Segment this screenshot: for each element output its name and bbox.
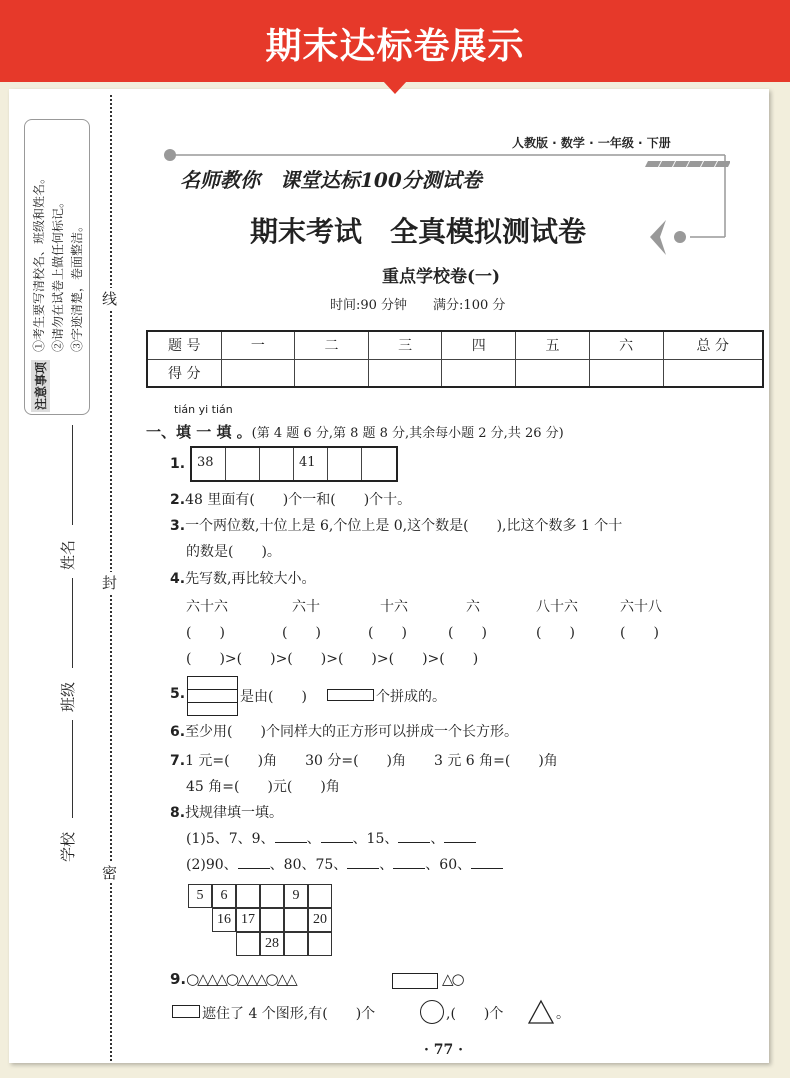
- score-row-label: 得 分: [147, 359, 221, 387]
- blank[interactable]: [275, 831, 307, 843]
- score-header-row: [147, 331, 763, 359]
- question-2: 2.48 里面有( )个一和( )个十。: [170, 492, 412, 508]
- circle-icon: [420, 1000, 444, 1024]
- grid-cell: 5: [188, 884, 212, 908]
- score-cell[interactable]: [442, 359, 516, 387]
- grid-cell: 20: [308, 908, 332, 932]
- q4-answer[interactable]: ( ): [620, 625, 659, 641]
- q5-rectangle-icon: [327, 689, 374, 701]
- q1-cell[interactable]: [260, 448, 294, 480]
- seal-mark-line: 线: [102, 290, 118, 308]
- question-7: 7.1 元=( )角 30 分=( )角 3 元 6 角=( )角: [170, 753, 558, 769]
- q4-word: 六十: [292, 599, 320, 615]
- q4-answer[interactable]: ( ): [536, 625, 575, 641]
- grid-cell: 16: [212, 908, 236, 932]
- name-label: 姓名: [59, 539, 77, 570]
- q4-answer[interactable]: ( ): [186, 625, 225, 641]
- q4-answer[interactable]: ( ): [368, 625, 407, 641]
- notice-2: ②请勿在试卷上做任何标记。: [51, 195, 65, 352]
- score-cell[interactable]: [663, 359, 763, 387]
- triangle-icon: [527, 999, 555, 1025]
- q4-compare[interactable]: ( )>( )>( )>( )>( )>( ): [186, 651, 479, 667]
- q1-cell[interactable]: [328, 448, 362, 480]
- notice-1: ①考生要写清校名、班级和姓名。: [32, 171, 46, 352]
- q1-cell[interactable]: [362, 448, 396, 480]
- seal-mark-secret: 密: [102, 864, 118, 882]
- name-line: [72, 425, 73, 525]
- question-6: 6.至少用( )个同样大的正方形可以拼成一个长方形。: [170, 724, 518, 740]
- exam-title: 期末考试 全真模拟测试卷: [250, 215, 587, 248]
- q4-word: 六: [466, 599, 480, 615]
- q4-answer[interactable]: ( ): [282, 625, 321, 641]
- class-line: [72, 578, 73, 668]
- banner-pointer: [383, 81, 407, 94]
- blank[interactable]: [347, 857, 379, 869]
- grid-cell: 9: [284, 884, 308, 908]
- banner: [0, 0, 790, 82]
- score-header: 三: [368, 331, 442, 359]
- page-number: · 77 ·: [424, 1042, 463, 1058]
- grid-cell: 6: [212, 884, 236, 908]
- exam-subtitle: 重点学校卷(一): [382, 267, 501, 287]
- grid-cell[interactable]: [236, 884, 260, 908]
- grid-cell[interactable]: [260, 908, 284, 932]
- section-note: (第 4 题 6 分,第 8 题 8 分,其余每小题 2 分,共 26 分): [251, 426, 564, 441]
- grid-cell[interactable]: [284, 908, 308, 932]
- grid-cell: 28: [260, 932, 284, 956]
- school-line: [72, 720, 73, 818]
- school-label: 学校: [59, 831, 77, 862]
- q4-word: 六十八: [620, 599, 662, 615]
- q4-answer[interactable]: ( ): [448, 625, 487, 641]
- question-7-cont: 45 角=( )元( )角: [186, 779, 340, 795]
- q5-text: 是由( ): [240, 689, 307, 705]
- score-cell[interactable]: [368, 359, 442, 387]
- series-title: 名师教你 课堂达标100分测试卷: [180, 168, 482, 192]
- score-header: 四: [442, 331, 516, 359]
- notice-box: [24, 119, 90, 415]
- q9-text-end: 。: [556, 1006, 570, 1022]
- blank[interactable]: [238, 857, 270, 869]
- q1-cell: 41: [294, 448, 328, 480]
- q1-number-row: [190, 446, 398, 482]
- question-9: 9.○△△△○△△△○△△: [170, 970, 296, 988]
- question-3: 3.一个两位数,十位上是 6,个位上是 0,这个数是( ),比这个数多 1 个十: [170, 518, 623, 534]
- grid-cell[interactable]: [308, 932, 332, 956]
- score-header: 六: [589, 331, 663, 359]
- notice-3: ③字迹清楚，卷面整洁。: [70, 219, 84, 352]
- score-header: 二: [295, 331, 369, 359]
- grid-cell[interactable]: [308, 884, 332, 908]
- score-cell[interactable]: [516, 359, 590, 387]
- edition-label: 人教版 · 数学 · 一年级 · 下册: [512, 136, 671, 150]
- score-row: [147, 359, 763, 387]
- q5-stacked-rectangles-icon: [187, 676, 238, 716]
- score-cell[interactable]: [295, 359, 369, 387]
- blank[interactable]: [444, 831, 476, 843]
- score-header: 总 分: [663, 331, 763, 359]
- question-5: 5.: [170, 686, 186, 702]
- score-header: 五: [516, 331, 590, 359]
- q8-part-2: (2)90、 、80、75、 、 、60、: [186, 854, 503, 874]
- q1-cell: 38: [192, 448, 226, 480]
- q9-text-a: 遮住了 4 个图形,有( )个: [202, 1006, 376, 1022]
- blank[interactable]: [321, 831, 353, 843]
- q4-word: 八十六: [536, 599, 578, 615]
- q1-cell[interactable]: [226, 448, 260, 480]
- q4-word: 十六: [380, 599, 408, 615]
- score-header: 题 号: [147, 331, 221, 359]
- question-3-cont: 的数是( )。: [186, 544, 281, 560]
- grid-cell[interactable]: [236, 932, 260, 956]
- question-8: 8.找规律填一填。: [170, 805, 284, 821]
- banner-title: 期末达标卷展示: [265, 26, 525, 67]
- q9-cover-rectangle-icon: [392, 973, 438, 989]
- grid-cell[interactable]: [260, 884, 284, 908]
- blank[interactable]: [393, 857, 425, 869]
- seal-mark-seal: 封: [102, 574, 118, 592]
- q5-text-end: 个拼成的。: [376, 689, 446, 705]
- time-info: 时间:90 分钟 满分:100 分: [330, 298, 506, 313]
- score-table: [146, 330, 764, 388]
- q8-part-1: (1)5、7、9、 、 、15、 、: [186, 828, 476, 848]
- q1-number: 1.: [170, 456, 186, 472]
- grid-cell: 17: [236, 908, 260, 932]
- q9-rectangle-icon: [172, 1005, 200, 1018]
- q9-text-b: ,( )个: [446, 1006, 504, 1022]
- notice-heading: 注意事项: [31, 360, 50, 412]
- q9-seq-end: △○: [442, 970, 463, 988]
- score-cell[interactable]: [221, 359, 295, 387]
- section-title: 一、填 一 填 。: [146, 423, 252, 441]
- section-heading: [146, 421, 564, 442]
- score-cell[interactable]: [589, 359, 663, 387]
- section-pinyin: tián yi tián: [174, 403, 233, 416]
- q4-word: 六十六: [186, 599, 228, 615]
- grid-cell[interactable]: [284, 932, 308, 956]
- class-label: 班级: [59, 681, 77, 712]
- blank[interactable]: [398, 831, 430, 843]
- score-header: 一: [221, 331, 295, 359]
- question-4: 4.先写数,再比较大小。: [170, 571, 316, 587]
- blank[interactable]: [471, 857, 503, 869]
